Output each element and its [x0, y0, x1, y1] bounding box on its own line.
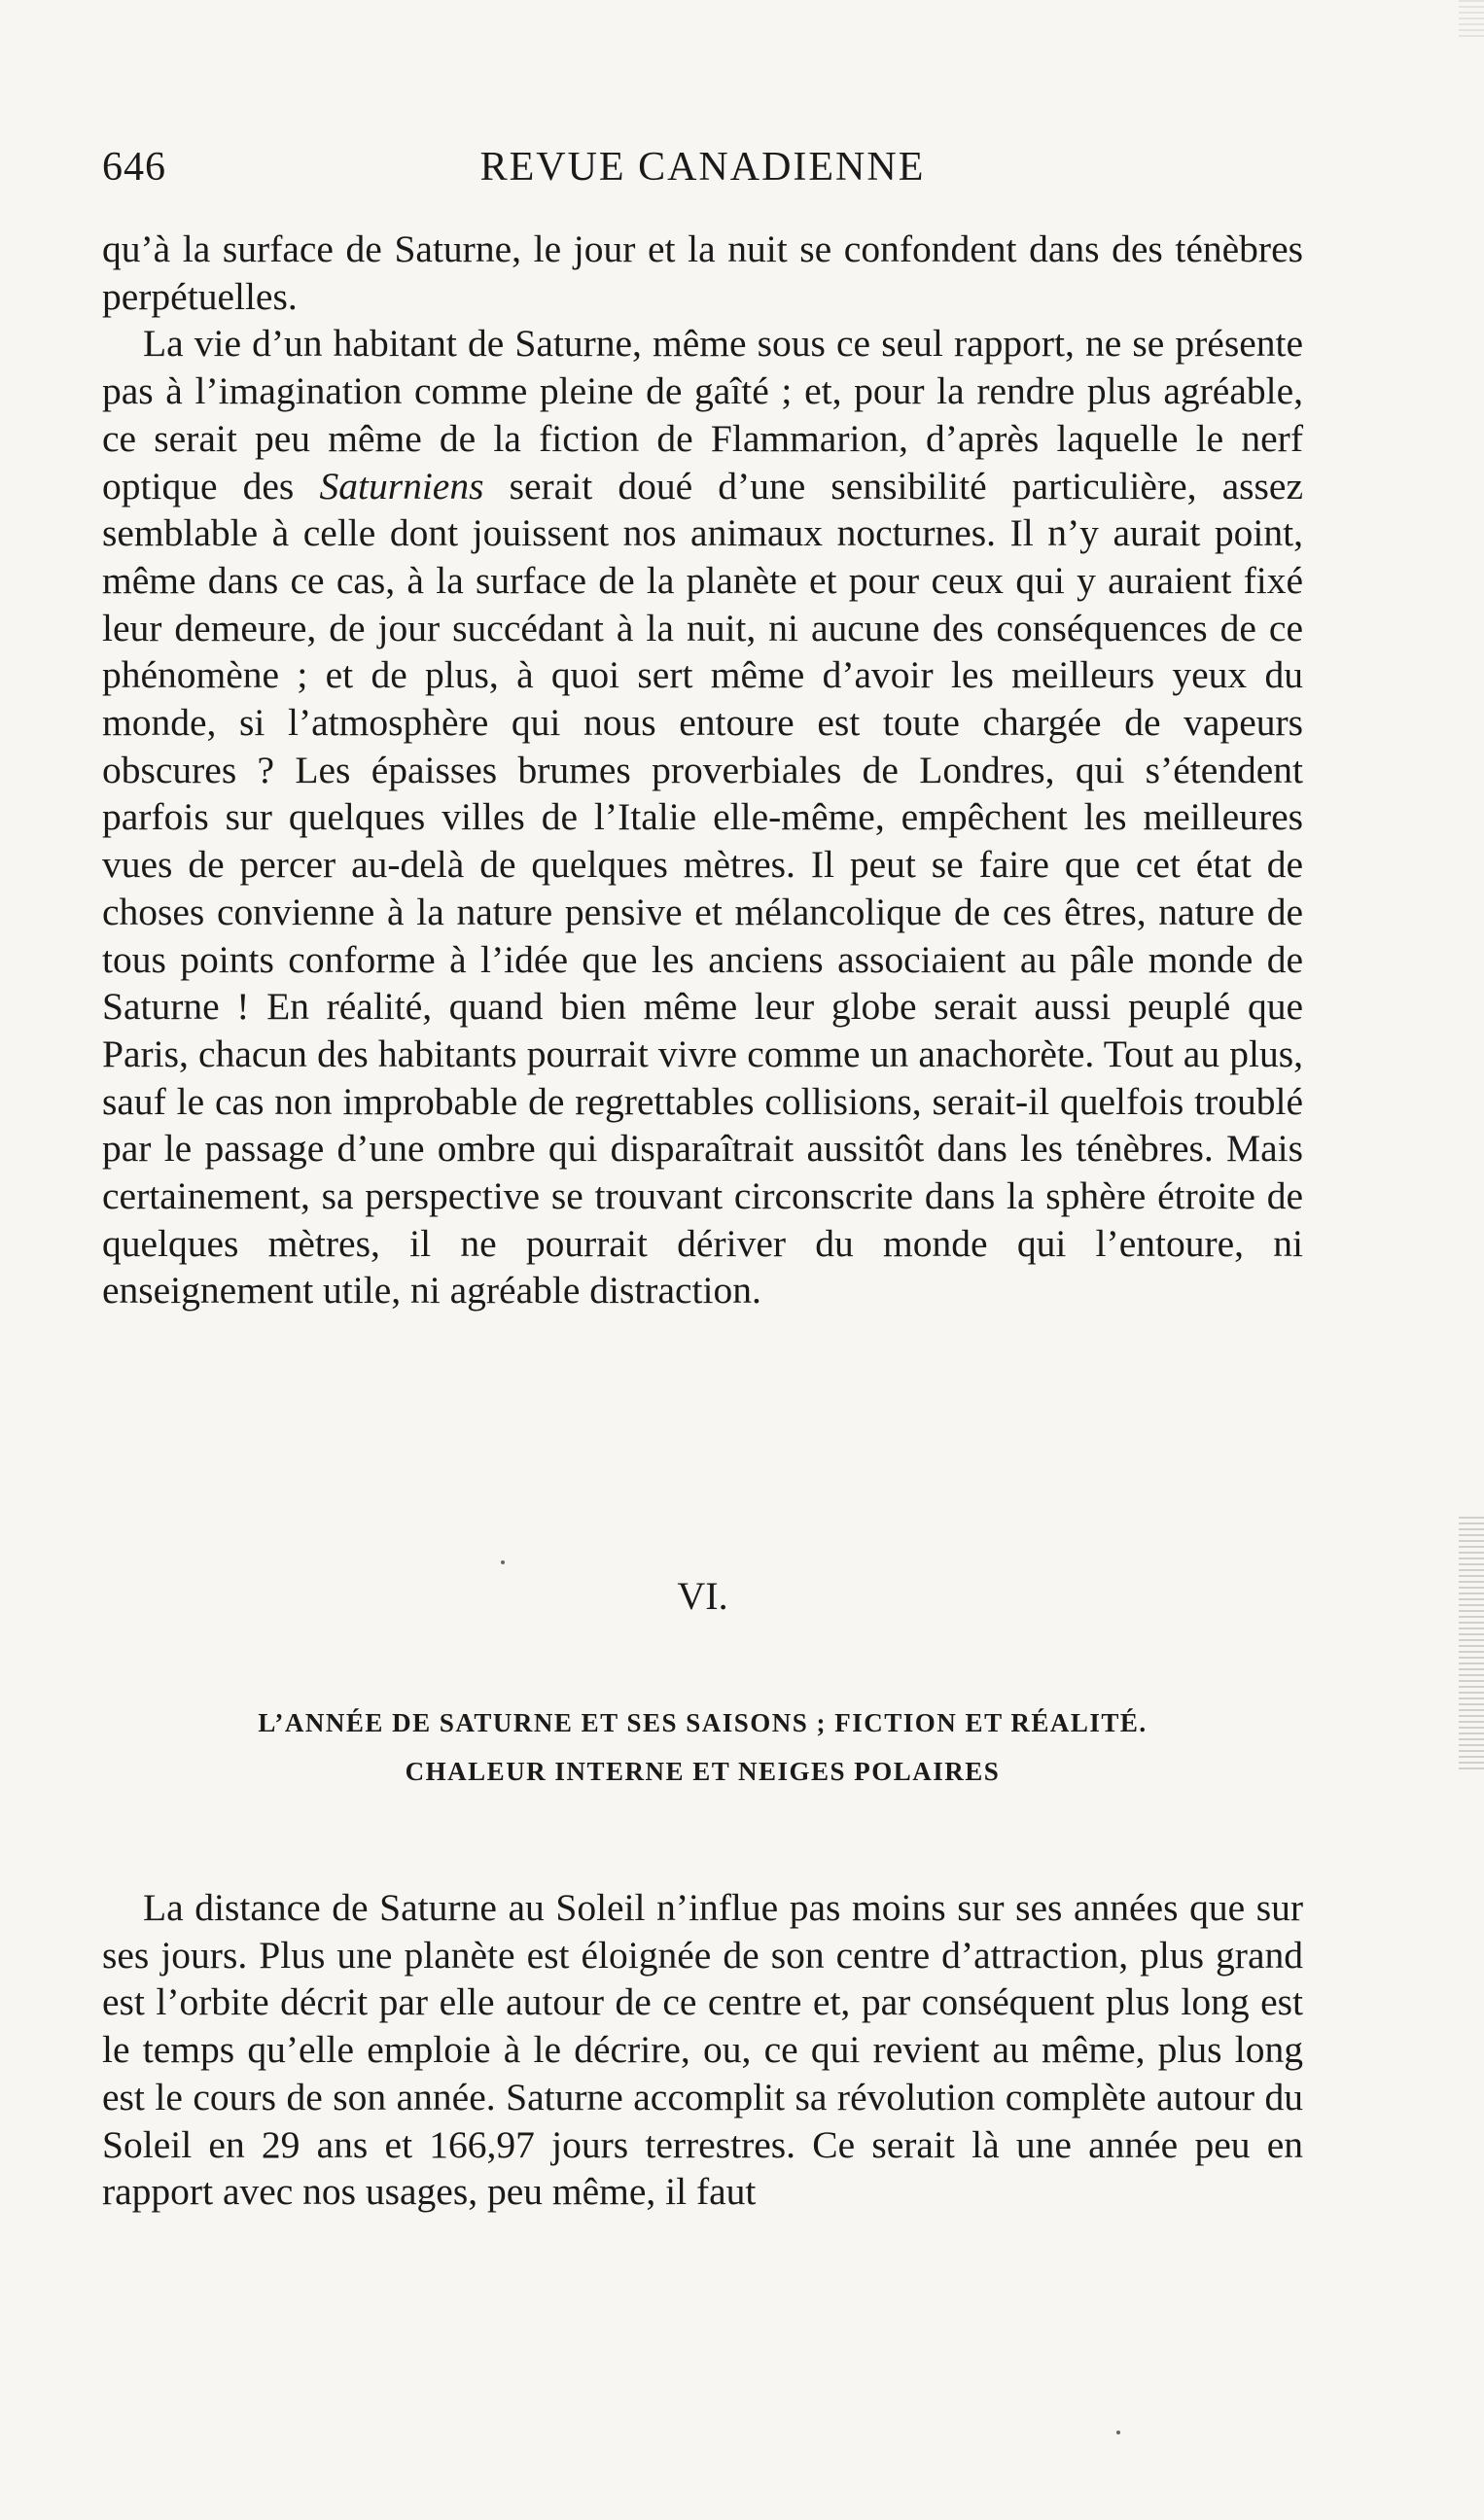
section-title-line: L’ANNÉE DE SATURNE ET SES SAISONS ; FICTION ET RÉALITÉ. [258, 1708, 1148, 1737]
section-number: VI. [677, 1574, 728, 1618]
body-text-top [102, 226, 1303, 1314]
section-title-line: CHALEUR INTERNE ET NEIGES POLAIRES [405, 1757, 1001, 1786]
page-number: 646 [102, 145, 166, 190]
running-title: REVUE CANADIENNE [479, 145, 926, 190]
scan-speck [1116, 2431, 1120, 2434]
italic-term: Saturniens [319, 464, 484, 508]
paragraph-text: La vie d’un habitant de Saturne, même sous ce seul rapport, ne se présente pas à l’imagination comme pleine de gaîté ; et, pour la rendre plus agréable, ce serait peu même de la fiction de Flammarion, d’après laquelle le nerf optique des [102, 322, 1303, 508]
paragraph-saturn-year: La distance de Saturne au Soleil n’influe pas moins sur ses années que sur ses jours. Plus une planète est éloignée de son centre d’attraction, plus grand est l’orbite décrit par elle autour de ce centre et, par conséquent plus long est le temps qu’elle emploie à le décrire, ou, ce qui revient au même, plus long est le cours de son année. Saturne accomplit sa révolution complète autour du Soleil en 29 ans et 166,97 jours terrestres. Ce serait là une année peu en rapport avec nos usages, peu même, il faut [102, 1886, 1303, 2214]
section-title [102, 1698, 1303, 1796]
paragraph-text: serait doué d’une sensibilité particulière, assez semblable à celle dont jouissent nos animaux nocturnes. Il n’y aurait point, même dans ce cas, à la surface de la planète et pour ceux qui y auraient fixé leur demeure, de jour succédant à la nuit, ni aucune des conséquences de ce phénomène ; et de plus, à quoi sert même d’avoir les meilleurs yeux du monde, si l’atmosphère qui nous entoure est toute chargée de vapeurs obscures ? Les épaisses brumes proverbiales de Londres, qui s’étendent parfois sur quelques villes de l’Italie elle-même, empêchent les meilleures vues de percer au-delà de quelques mètres. Il peut se faire que cet état de choses convienne à la nature pensive et mélancolique de ces êtres, nature de tous points conforme à l’idée que les anciens associaient au pâle monde de Saturne ! En réalité, quand bien même leur globe serait aussi peuplé que Paris, chacun des habitants pourrait vivre comme un anachorète. Tout au plus, sauf le cas non improbable de regrettables collisions, serait-il quelfois troublé par le passage d’une ombre qui disparaîtrait aussitôt dans les ténèbres. Mais certainement, sa perspective se trouvant circonscrite dans la sphère étroite de quelques mètres, il ne pourrait dériver du monde qui l’entoure, ni enseignement utile, ni agréable distraction. [102, 464, 1303, 1312]
scan-edge-artifact [1459, 1517, 1484, 1769]
scan-speck [501, 1560, 505, 1564]
scan-edge-artifact [1459, 0, 1484, 39]
paragraph-continuation: qu’à la surface de Saturne, le jour et la nuit se confondent dans des ténèbres perpétuelles. [102, 228, 1303, 318]
body-text-bottom [102, 1884, 1303, 2216]
running-header [102, 144, 1303, 202]
paragraph-saturn-inhabitant [102, 320, 1303, 1314]
